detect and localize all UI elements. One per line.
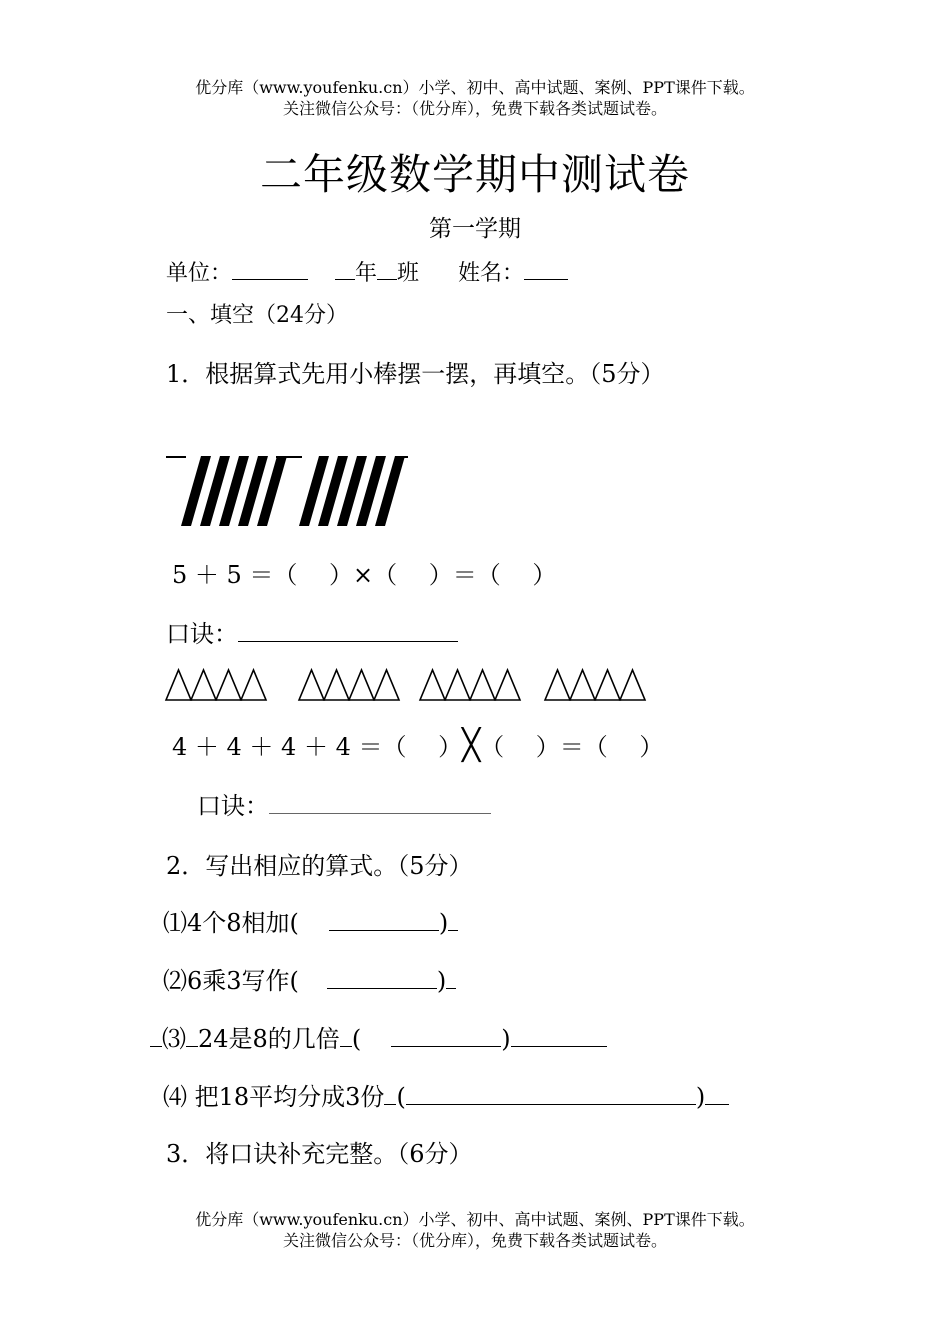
q2-item-3-num: ⑶: [162, 1025, 186, 1053]
q2-item-4-gap: [384, 1082, 396, 1105]
q2-item-2-text: ⑵6乘3写作(: [163, 967, 299, 995]
q2-item-4-blank[interactable]: [406, 1082, 696, 1105]
q2-item-1-blank[interactable]: [329, 908, 439, 931]
info-line: [166, 256, 568, 287]
q1-equation-2: [172, 727, 663, 762]
q1-equation-1: 5 ＋ 5 ＝（ ）×（ ）＝（ ）: [172, 561, 557, 589]
sticks-drawing: [160, 448, 420, 538]
q2-item-4-tail: [705, 1082, 729, 1105]
footer-line-1: 优分库（www.youfenku.cn）小学、初中、高中试题、案例、PPT课件下载。: [195, 1210, 755, 1229]
q2-item-2: [163, 961, 456, 996]
times-sign: ╳: [462, 728, 481, 763]
class-blank[interactable]: [377, 257, 397, 280]
stick-group-1: [181, 456, 287, 526]
q2-item-1-tail: [448, 908, 458, 931]
footer-line-2: 关注微信公众号：（优分库），免费下载各类试题试卷。: [282, 1231, 667, 1250]
q2-item-3-gap: [186, 1024, 198, 1047]
triangle-group-3: [420, 670, 520, 700]
q2-item-3-gap2: [340, 1024, 352, 1047]
q2-item-2-blank[interactable]: [327, 966, 437, 989]
unit-label: 单位：: [166, 261, 233, 286]
q2-text: 2．写出相应的算式。（5分）: [166, 852, 473, 880]
q2-item-1-text: ⑴4个8相加(: [163, 909, 299, 937]
q1-koujue-2: [197, 786, 491, 821]
q2-item-1-close: ): [438, 909, 449, 937]
section-1-heading: 一、填空（24分）: [166, 303, 348, 328]
koujue-blank-1[interactable]: [238, 619, 458, 642]
q2-item-3-tail: [511, 1024, 607, 1047]
koujue-label-2: 口诀：: [197, 792, 269, 820]
q1-koujue-1: [166, 614, 458, 649]
q2-item-2-tail: [446, 966, 456, 989]
q2-item-3-lead: [150, 1024, 162, 1047]
q2-item-3-blank[interactable]: [391, 1024, 501, 1047]
q2-item-1: [163, 903, 458, 938]
koujue-label-1: 口诀：: [166, 620, 238, 648]
name-blank[interactable]: [524, 257, 568, 280]
header-line-2: 关注微信公众号：（优分库），免费下载各类试题试卷。: [282, 99, 667, 118]
q2-item-3: ⑶ 24是8的几倍 ( ): [150, 1019, 607, 1054]
header-line-1: 优分库（www.youfenku.cn）小学、初中、高中试题、案例、PPT课件下载。: [195, 78, 755, 97]
q2-item-4: ⑷ 把18平均分成3份 ( ): [163, 1077, 729, 1112]
triangle-group-2: [299, 670, 399, 700]
eq2-left: 4 ＋ 4 ＋ 4 ＋ 4 ＝（ ）: [172, 733, 463, 761]
q2-item-3-close: ): [501, 1025, 511, 1053]
q2-item-3-text: 24是8的几倍: [198, 1025, 340, 1053]
koujue-blank-2[interactable]: [269, 791, 491, 814]
page-title: 二年级数学期中测试卷: [259, 150, 690, 199]
q2-item-4-text: ⑷ 把18平均分成3份: [163, 1083, 385, 1111]
triangles-drawing: [160, 668, 650, 708]
class-label: 班: [397, 261, 420, 286]
unit-blank[interactable]: [232, 257, 308, 280]
triangle-group-1: [166, 670, 266, 700]
stick-group-2: [299, 456, 405, 526]
q3-text: 3．将口诀补充完整。（6分）: [166, 1140, 473, 1168]
q2-item-2-close: ): [436, 967, 447, 995]
year-label: 年: [355, 261, 378, 286]
triangle-group-4: [545, 670, 645, 700]
q1-text: 1．根据算式先用小棒摆一摆，再填空。（5分）: [166, 360, 665, 388]
year-blank[interactable]: [335, 257, 355, 280]
eq2-right: （ ）＝（ ）: [480, 733, 664, 761]
name-label: 姓名：: [458, 261, 525, 286]
q2-item-4-close: ): [695, 1083, 706, 1111]
page-subtitle: 第一学期: [429, 216, 521, 242]
